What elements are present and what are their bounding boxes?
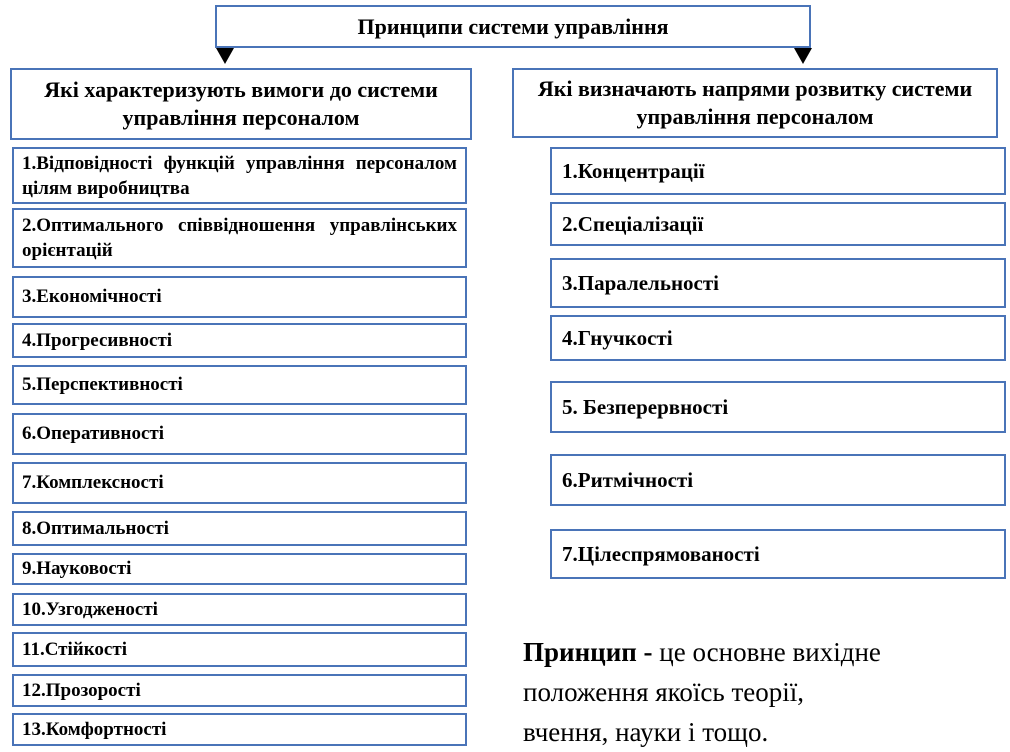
right-principle-6: 6.Ритмічності [550, 454, 1006, 506]
left-principle-5: 5.Перспективності [12, 365, 467, 405]
right-principle-5: 5. Безперервності [550, 381, 1006, 433]
left-principle-8: 8.Оптимальності [12, 511, 467, 546]
left-principle-3: 3.Економічності [12, 276, 467, 318]
definition-term: Принцип - [523, 637, 653, 667]
left-principle-2: 2.Оптимального співвідношення управлінських орієнтацій [12, 208, 467, 268]
left-principle-12: 12.Прозорості [12, 674, 467, 707]
diagram-title: Принципи системи управління [215, 5, 811, 48]
left-principle-13: 13.Комфортності [12, 713, 467, 746]
left-principle-11: 11.Стійкості [12, 632, 467, 667]
left-principle-1: 1.Відповідності функцій управління персоналом цілям виробництва [12, 147, 467, 204]
right-principle-3: 3.Паралельності [550, 258, 1006, 308]
definition-line-2: положення якоїсь теорії, [523, 677, 804, 707]
right-principle-1: 1.Концентрації [550, 147, 1006, 195]
left-principle-6: 6.Оперативності [12, 413, 467, 455]
left-principle-9: 9.Науковості [12, 553, 467, 585]
left-column-header: Які характеризують вимоги до системи управління персоналом [10, 68, 472, 140]
left-principle-7: 7.Комплексності [12, 462, 467, 504]
definition-line-1: це основне вихідне [652, 637, 881, 667]
right-principle-2: 2.Спеціалізації [550, 202, 1006, 246]
definition-line-3: вчення, науки і тощо. [523, 717, 769, 747]
right-column-header: Які визначають напрями розвитку системи управління персоналом [512, 68, 998, 138]
right-principle-4: 4.Гнучкості [550, 315, 1006, 361]
left-principle-10: 10.Узгодженості [12, 593, 467, 626]
left-principle-4: 4.Прогресивності [12, 323, 467, 358]
principle-definition [523, 632, 1003, 752]
right-principle-7: 7.Цілеспрямованості [550, 529, 1006, 579]
